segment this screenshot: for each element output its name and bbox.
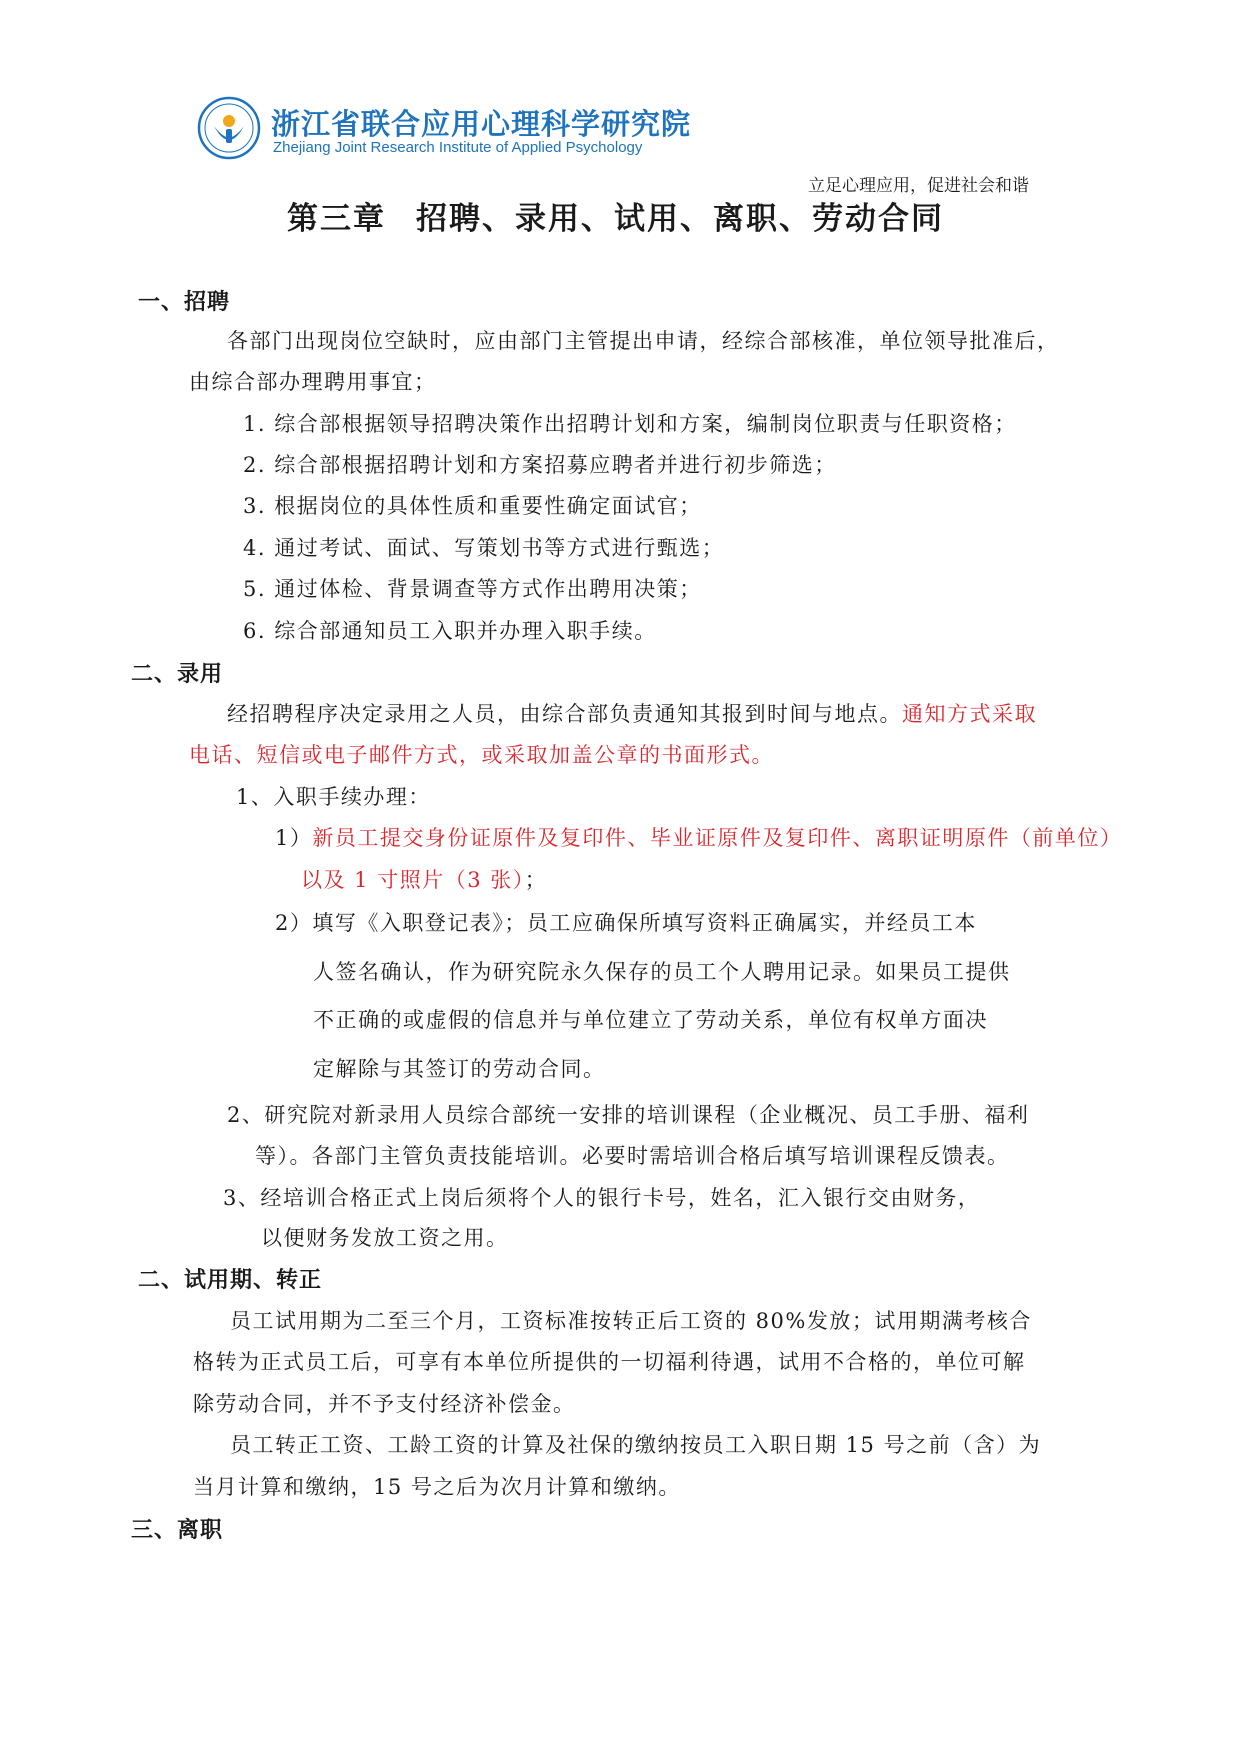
institute-name-cn: 浙江省联合应用心理科学研究院: [271, 107, 692, 141]
probation-p1-line-1: 员工试用期为二至三个月，工资标准按转正后工资的 80%发放；试用期满考核合: [230, 1309, 1032, 1333]
hire-sub1-item2-line-1: 2）填写《入职登记表》；员工应确保所填写资料正确属实，并经员工本: [275, 911, 977, 935]
recruit-item: 3. 根据岗位的具体性质和重要性确定面试官；: [243, 494, 702, 518]
section-heading-hire: 二、录用: [131, 661, 224, 687]
recruit-item: 4. 通过考试、面试、写策划书等方式进行甄选；: [243, 536, 725, 560]
hire-sub1-item1-line-2: [301, 864, 547, 894]
hire-sub1-item2-line-2: 人签名确认，作为研究院永久保存的员工个人聘用记录。如果员工提供: [313, 960, 1011, 984]
probation-p1-line-3: 除劳动合同，并不予支付经济补偿金。: [193, 1392, 576, 1416]
chapter-title: [287, 193, 944, 238]
hire-sub3-line-1: 3、经培训合格正式上岗后须将个人的银行卡号，姓名，汇入银行交由财务，: [223, 1186, 981, 1210]
recruit-intro-line-2: 由综合部办理聘用事宜；: [189, 370, 437, 394]
institute-name-en: Zhejiang Joint Research Institute of Applied Psychology: [273, 139, 643, 156]
section-heading-leave: 三、离职: [131, 1517, 224, 1543]
section-heading-probation: 二、试用期、转正: [138, 1267, 323, 1293]
recruit-item: 2. 综合部根据招聘计划和方案招募应聘者并进行初步筛选；: [243, 453, 837, 477]
hire-sub2-line-1: 2、研究院对新录用人员综合部统一安排的培训课程（企业概况、员工手册、福利: [227, 1103, 1030, 1127]
hire-sub1-title: 1、入职手续办理：: [236, 785, 431, 809]
hire-intro-line-1: [227, 698, 1037, 728]
hire-sub1-item1-line-1: [275, 822, 1122, 852]
hire-sub3-line-2: 以便财务发放工资之用。: [261, 1226, 509, 1250]
hire-intro-text: 经招聘程序决定录用之人员，由综合部负责通知其报到时间与地点。: [227, 702, 902, 726]
chapter-heading: 招聘、录用、试用、离职、劳动合同: [416, 201, 944, 237]
recruit-item: 6. 综合部通知员工入职并办理入职手续。: [243, 619, 657, 643]
hire-sub1-item1-end: ；: [524, 868, 548, 892]
slogan: 立足心理应用，促进社会和谐: [808, 176, 1029, 196]
recruit-item: 1. 综合部根据领导招聘决策作出招聘计划和方案，编制岗位职责与任职资格；: [243, 412, 1017, 436]
hire-sub2-line-2: 等）。各部门主管负责技能培训。必要时需培训合格后填写培训课程反馈表。: [255, 1144, 1010, 1168]
section-heading-recruit: 一、招聘: [138, 289, 231, 315]
probation-p2-line-2: 当月计算和缴纳，15 号之后为次月计算和缴纳。: [193, 1475, 681, 1499]
recruit-intro-line-1: 各部门出现岗位空缺时，应由部门主管提出申请，经综合部核准，单位领导批准后，: [227, 329, 1060, 353]
hire-sub1-item1-text-cont: 以及 1 寸照片（3 张）: [301, 868, 525, 892]
hire-sub1-item2-line-4: 定解除与其签订的劳动合同。: [313, 1057, 606, 1081]
probation-p1-line-2: 格转为正式员工后，可享有本单位所提供的一切福利待遇，试用不合格的，单位可解: [193, 1350, 1026, 1374]
institute-logo: [197, 96, 692, 166]
hire-intro-line-2: 电话、短信或电子邮件方式，或采取加盖公章的书面形式。: [189, 743, 774, 767]
hire-sub1-item1-number: 1）: [275, 826, 313, 850]
probation-p2-line-1: 员工转正工资、工龄工资的计算及社保的缴纳按员工入职日期 15 号之前（含）为: [230, 1433, 1042, 1457]
chapter-number: 第三章: [287, 201, 386, 237]
hire-sub1-item1-text: 新员工提交身份证原件及复印件、毕业证原件及复印件、离职证明原件（前单位）: [312, 826, 1123, 850]
recruit-item: 5. 通过体检、背景调查等方式作出聘用决策；: [243, 577, 702, 601]
hire-notice-method-text: 通知方式采取: [902, 702, 1037, 726]
institute-emblem-icon: [197, 96, 261, 160]
hire-sub1-item2-line-3: 不正确的或虚假的信息并与单位建立了劳动关系，单位有权单方面决: [313, 1008, 988, 1032]
